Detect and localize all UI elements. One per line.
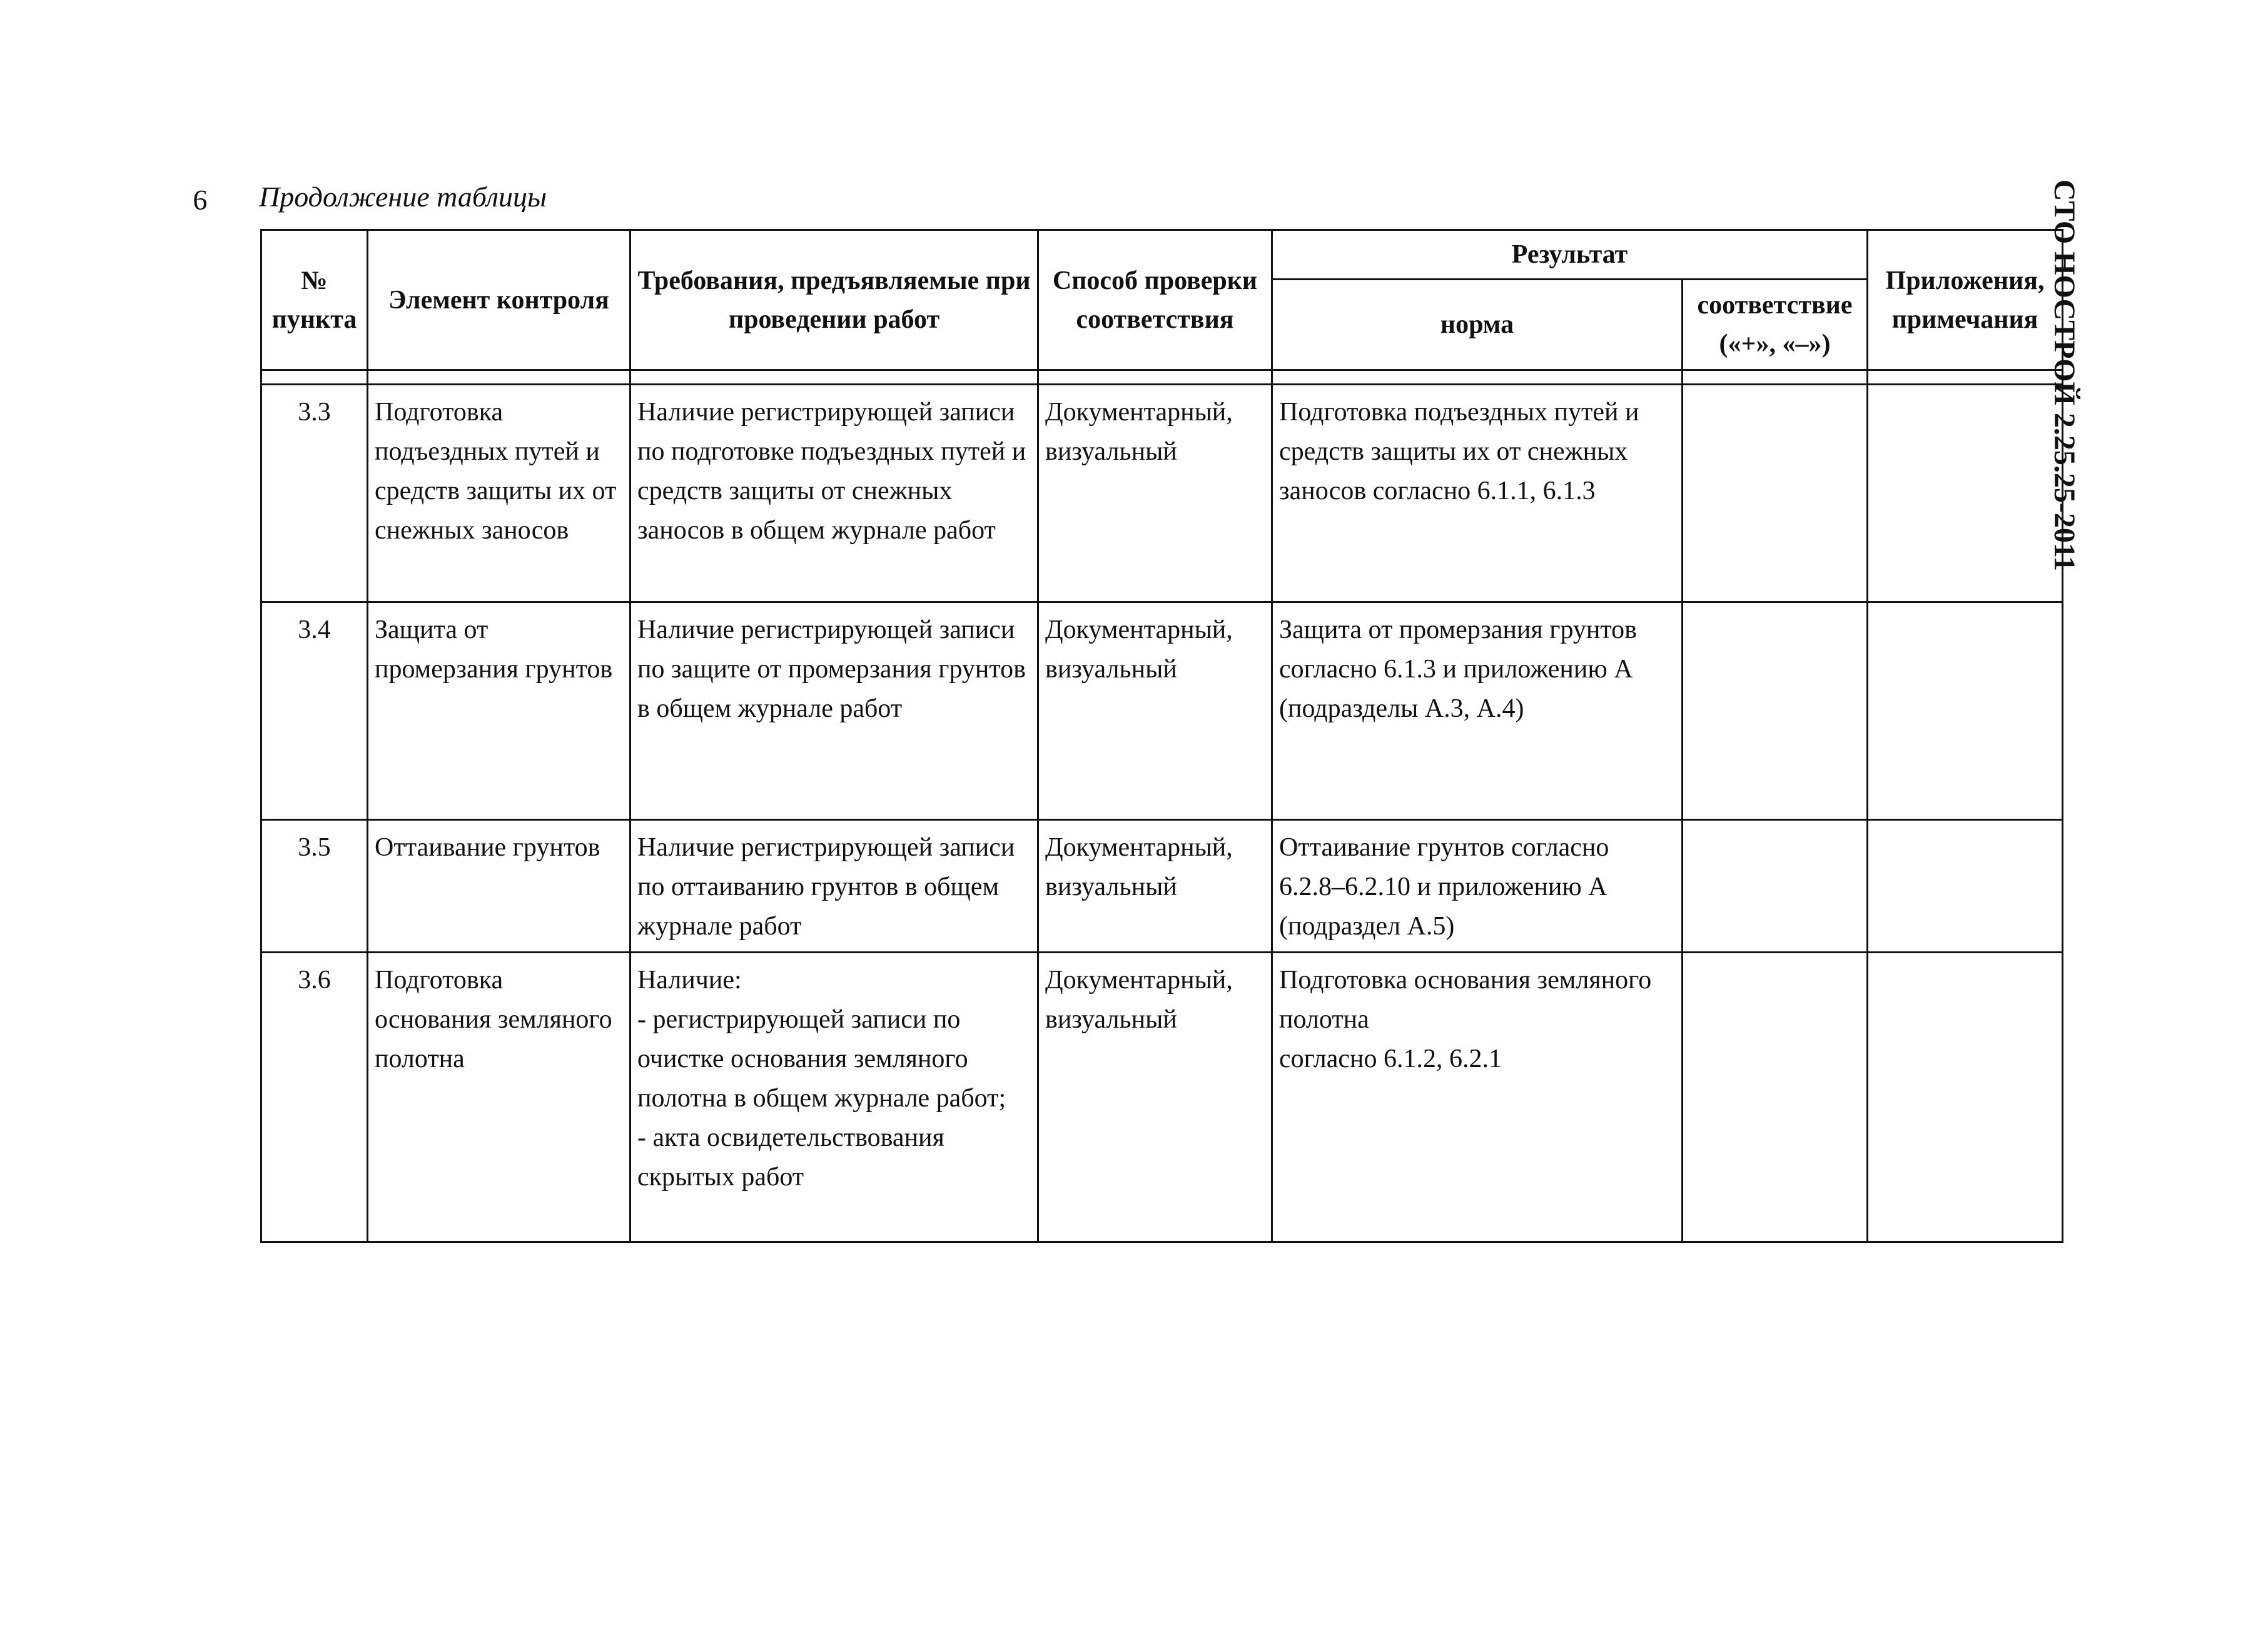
cell-norm: [1272, 953, 1683, 1242]
table-caption: Продолжение таблицы: [259, 181, 547, 213]
cell-requirements-line: Наличие регистрирующей записи по оттаиванию грунтов в общем журнале работ: [637, 833, 1015, 941]
header-element: Элемент контроля: [368, 230, 630, 370]
cell-norm-line: согласно 6.1.2, 6.2.1: [1279, 1045, 1502, 1073]
header-requirements: Требования, предъявляемые при проведении работ: [630, 230, 1038, 370]
header-result-match: соответствие («+», «–»): [1683, 280, 1868, 370]
cell-num: 3.3: [261, 385, 368, 602]
cell-notes: [1868, 953, 2063, 1242]
header-result: Результат: [1272, 230, 1868, 280]
cell-norm: [1272, 385, 1683, 602]
cell-element: Подготовка основания земляного полотна: [368, 953, 630, 1242]
cell-num: 3.4: [261, 602, 368, 820]
header-method: Способ проверки соответствия: [1038, 230, 1272, 370]
cell-norm-line: Оттаивание грунтов согласно 6.2.8–6.2.10 и приложению А (подраздел А.5): [1279, 833, 1609, 941]
cell-match: [1683, 820, 1868, 953]
cell-element: Подготовка подъездных путей и средств защиты их от снежных заносов: [368, 385, 630, 602]
cell-notes: [1868, 820, 2063, 953]
cell-method: Документарный, визуальный: [1038, 820, 1272, 953]
cell-element: Оттаивание грунтов: [368, 820, 630, 953]
cell-norm-line: Подготовка основания земляного полотна: [1279, 966, 1652, 1034]
cell-num: 3.6: [261, 953, 368, 1242]
cell-norm-line: Защита от промерзания грунтов согласно 6.1.3 и приложению А (подразделы А.3, А.4): [1279, 615, 1638, 723]
table-row: [261, 602, 2063, 820]
cell-requirements-line: - регистрирующей записи по очистке основания земляного полотна в общем журнале работ;: [637, 1005, 1006, 1113]
document-code: СТО НОСТРОЙ 2.25.25-2011: [2048, 179, 2081, 572]
header-result-norm: норма: [1272, 280, 1683, 370]
header-separator: [261, 370, 2063, 385]
cell-element: Защита от промерзания грунтов: [368, 602, 630, 820]
cell-notes: [1868, 385, 2063, 602]
cell-norm: [1272, 820, 1683, 953]
table-row: [261, 385, 2063, 602]
cell-requirements-line: - акта освидетельствования скрытых работ: [637, 1123, 944, 1192]
header-notes: Приложения, примечания: [1868, 230, 2063, 370]
cell-match: [1683, 953, 1868, 1242]
cell-method: Документарный, визуальный: [1038, 385, 1272, 602]
table-row: [261, 820, 2063, 953]
table-row: [261, 953, 2063, 1242]
cell-requirements-line: Наличие регистрирующей записи по защите от промерзания грунтов в общем журнале работ: [637, 615, 1026, 723]
cell-match: [1683, 602, 1868, 820]
cell-requirements-line: Наличие:: [637, 966, 742, 995]
header-num: № пункта: [261, 230, 368, 370]
cell-requirements: [630, 385, 1038, 602]
cell-norm-line: Подготовка подъездных путей и средств защиты их от снежных заносов согласно 6.1.1, 6.1.3: [1279, 398, 1639, 505]
cell-method: Документарный, визуальный: [1038, 953, 1272, 1242]
cell-method: Документарный, визуальный: [1038, 602, 1272, 820]
table-body: [261, 370, 2063, 1242]
cell-match: [1683, 385, 1868, 602]
cell-requirements-line: Наличие регистрирующей записи по подготовке подъездных путей и средств защиты от снежных заносов в общем журнале работ: [637, 398, 1026, 545]
page-number: 9: [193, 185, 208, 216]
cell-requirements: [630, 953, 1038, 1242]
cell-notes: [1868, 602, 2063, 820]
cell-num: 3.5: [261, 820, 368, 953]
cell-requirements: [630, 820, 1038, 953]
cell-requirements: [630, 602, 1038, 820]
cell-norm: [1272, 602, 1683, 820]
header-row-top: [261, 230, 2063, 280]
control-table: [260, 229, 2063, 1243]
